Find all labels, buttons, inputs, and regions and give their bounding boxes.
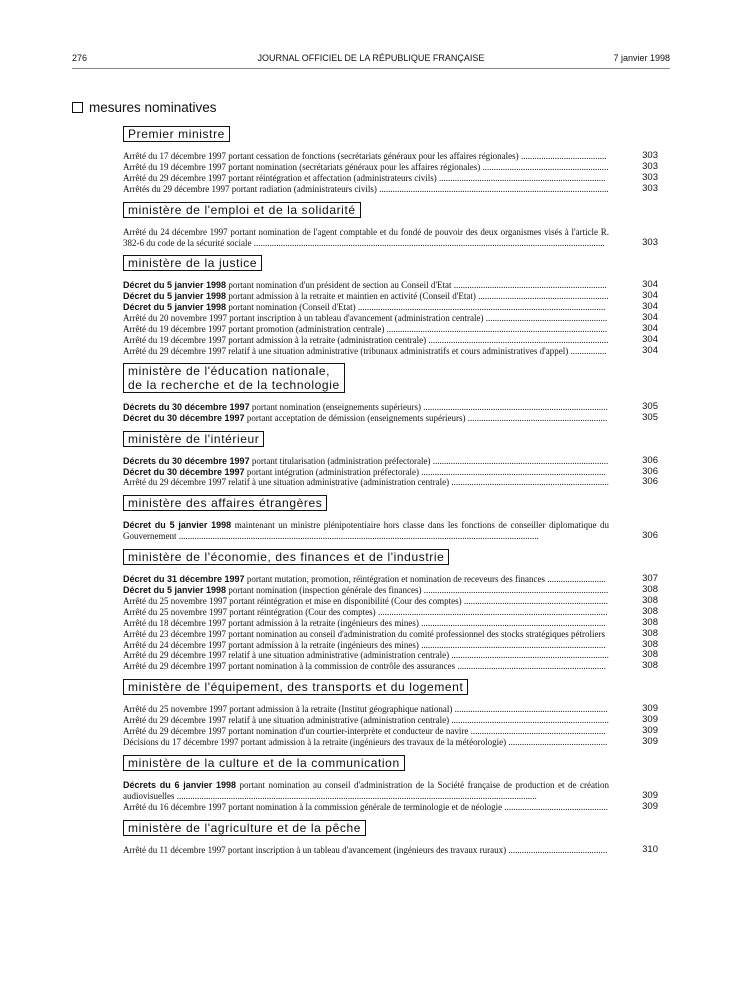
dot-leader: ................................................................ bbox=[461, 595, 608, 606]
entry-page-number: 303 bbox=[642, 160, 658, 172]
section-title: ministère de la culture et de la communication bbox=[123, 755, 405, 771]
dot-leader: .............................................................. bbox=[465, 412, 608, 423]
entry-description: Arrêté du 25 novembre 1997 portant admission à la retraite (Institut géographique national) bbox=[123, 704, 453, 715]
entry-page-number: 309 bbox=[642, 789, 658, 801]
entry-page-number: 306 bbox=[642, 530, 658, 542]
section-title: ministère des affaires étrangères bbox=[123, 495, 327, 511]
section-title: ministère de l'économie, des finances et de l'industrie bbox=[123, 549, 449, 565]
toc-entry bbox=[123, 596, 658, 607]
entry-text bbox=[123, 780, 609, 802]
entry-text bbox=[123, 173, 609, 184]
dot-leader: ...................................................................... bbox=[449, 477, 609, 488]
entry-description: Arrêté du 23 décembre 1997 portant nomination au conseil d'administration du comité professionnel des stocks stratégiques pétroliers bbox=[123, 628, 606, 639]
section bbox=[123, 754, 658, 813]
toc-entry bbox=[123, 574, 658, 585]
dot-leader: ...................................... bbox=[518, 151, 607, 161]
entry-decree-label: Décret du 30 décembre 1997 bbox=[123, 412, 245, 423]
entry-text bbox=[123, 845, 609, 856]
dot-leader: .................................................................................................. bbox=[384, 324, 608, 335]
entry-page-number: 304 bbox=[642, 301, 658, 313]
entry-text bbox=[123, 596, 609, 607]
entry-page-number: 304 bbox=[642, 279, 658, 291]
entry-page-number: 304 bbox=[642, 333, 658, 345]
page-number: 276 bbox=[72, 53, 88, 63]
entry-text bbox=[123, 456, 609, 467]
dot-leader: ................ bbox=[568, 345, 607, 356]
section-title: ministère de la justice bbox=[123, 255, 262, 271]
entry-page-number: 305 bbox=[642, 411, 658, 423]
entry-description: Arrêté du 29 décembre 1997 portant réintégration et affectation (administrateurs civils) bbox=[123, 172, 437, 183]
entry-page-number: 304 bbox=[642, 344, 658, 356]
entry-description: Arrêté du 17 décembre 1997 portant cessation de fonctions (secrétariats généraux pour les affaires régionales) bbox=[123, 151, 519, 161]
toc-entry bbox=[123, 227, 658, 249]
dot-leader: .......................... bbox=[545, 574, 606, 585]
entry-text bbox=[123, 313, 609, 324]
entry-page-number: 309 bbox=[642, 800, 658, 812]
entry-description: portant nomination (inspection générale des finances) bbox=[226, 585, 422, 596]
entry-page-number: 308 bbox=[642, 660, 658, 672]
section-title: ministère de l'emploi et de la solidarité bbox=[123, 202, 361, 218]
dot-leader: .................................................................................. bbox=[418, 617, 606, 628]
entry-decree-label: Décrets du 30 décembre 1997 bbox=[123, 401, 250, 412]
entry-decree-label: Décrets du 30 décembre 1997 bbox=[123, 455, 250, 466]
toc-entry bbox=[123, 467, 658, 478]
entry-description: portant intégration (administration préfectorale) bbox=[244, 466, 420, 477]
entry-description: Arrêtés du 29 décembre 1997 portant radiation (administrateurs civils) bbox=[123, 183, 377, 194]
toc-entry bbox=[123, 173, 658, 184]
dot-leader: ...................................................................................................... bbox=[375, 606, 608, 617]
entry-text bbox=[123, 467, 609, 478]
section-title: ministère de l'équipement, des transports et du logement bbox=[123, 679, 468, 695]
toc-entry bbox=[123, 162, 658, 173]
toc-entry bbox=[123, 477, 658, 488]
entry-page-number: 303 bbox=[642, 182, 658, 194]
entry-description: Arrêté du 29 décembre 1997 relatif à une situation administrative (tribunaux administratifs et cours administratives d'appel) bbox=[123, 345, 569, 356]
entry-description: portant nomination (enseignements supérieurs) bbox=[249, 401, 422, 412]
entry-page-number: 310 bbox=[642, 843, 658, 855]
toc-entry bbox=[123, 291, 658, 302]
entry-description: portant nomination au conseil d'administration de la Société française de production et de création audiovisuelles bbox=[123, 779, 609, 801]
section-title: ministère de l'éducation nationale, de la recherche et de la technologie bbox=[123, 363, 345, 393]
content bbox=[123, 125, 658, 862]
toc-entry bbox=[123, 737, 658, 748]
toc-entry bbox=[123, 629, 658, 640]
entry-decree-label: Décret du 5 janvier 1998 bbox=[123, 302, 227, 313]
toc-entry bbox=[123, 151, 658, 162]
section bbox=[123, 430, 658, 489]
entry-text bbox=[123, 184, 609, 195]
dot-leader: .................................................................. bbox=[455, 661, 606, 672]
entry-page-number: 306 bbox=[642, 454, 658, 466]
toc-entry bbox=[123, 335, 658, 346]
dot-leader: ...................................................................... bbox=[449, 715, 609, 726]
dot-leader: .................................................................................. bbox=[421, 401, 608, 412]
dot-leader: .................................................................... bbox=[452, 704, 608, 715]
entry-page-number: 304 bbox=[642, 312, 658, 324]
dot-leader: ...................................................... bbox=[483, 313, 608, 324]
entry-page-number: 306 bbox=[642, 465, 658, 477]
dot-leader: .................................................................................. bbox=[421, 585, 609, 596]
toc-entry bbox=[123, 661, 658, 672]
entry-description: Arrêté du 19 décembre 1997 portant nomination (secrétariats généraux pour les affaires régionales) bbox=[123, 161, 481, 172]
dot-leader: .............................................................................. bbox=[430, 455, 609, 466]
entry-description: portant mutation, promotion, réintégration et nomination de receveurs des finances bbox=[244, 574, 545, 585]
entry-text bbox=[123, 802, 609, 813]
section-title: Premier ministre bbox=[123, 126, 230, 142]
section bbox=[123, 201, 658, 249]
entry-text bbox=[123, 629, 609, 640]
entry-text bbox=[123, 227, 609, 249]
dot-leader: .................................................................... bbox=[451, 280, 607, 291]
entry-description: Arrêté du 29 décembre 1997 relatif à une situation administrative (administration centrale) bbox=[123, 715, 450, 726]
entry-text bbox=[123, 737, 609, 748]
entry-text bbox=[123, 280, 609, 291]
entry-page-number: 303 bbox=[642, 236, 658, 248]
entry-text bbox=[123, 346, 609, 357]
entry-page-number: 304 bbox=[642, 290, 658, 302]
page-header bbox=[72, 53, 670, 67]
section-title: ministère de l'intérieur bbox=[123, 431, 264, 447]
entry-page-number: 308 bbox=[642, 584, 658, 596]
toc-entry bbox=[123, 618, 658, 629]
journal-title: JOURNAL OFFICIEL DE LA RÉPUBLIQUE FRANÇAISE bbox=[257, 53, 485, 63]
entry-text bbox=[123, 520, 609, 542]
entry-text bbox=[123, 640, 609, 651]
dot-leader: .................................................................................. bbox=[418, 639, 606, 650]
toc-entry bbox=[123, 726, 658, 737]
toc-entry bbox=[123, 184, 658, 195]
entry-description: Arrêté du 16 décembre 1997 portant nomination à la commission générale de terminologie et de néologie bbox=[123, 801, 503, 812]
entry-decree-label: Décret du 5 janvier 1998 bbox=[123, 280, 227, 291]
entry-text bbox=[123, 151, 609, 162]
entry-decree-label: Décret du 31 décembre 1997 bbox=[123, 574, 245, 585]
entry-description: Décisions du 17 décembre 1997 portant admission à la retraite (ingénieurs des travaux de la météorologie) bbox=[123, 737, 507, 747]
entry-text bbox=[123, 704, 609, 715]
toc-entry bbox=[123, 413, 658, 424]
entry-text bbox=[123, 585, 609, 596]
entry-page-number: 308 bbox=[642, 649, 658, 661]
entry-text bbox=[123, 607, 609, 618]
toc-entry bbox=[123, 704, 658, 715]
entry-description: Arrêté du 24 décembre 1997 portant admission à la retraite (ingénieurs des mines) bbox=[123, 639, 419, 650]
entry-page-number: 309 bbox=[642, 736, 658, 747]
toc-entry bbox=[123, 640, 658, 651]
toc-entry bbox=[123, 802, 658, 813]
entry-page-number: 306 bbox=[642, 476, 658, 488]
main-title bbox=[72, 100, 217, 115]
entry-page-number: 309 bbox=[642, 725, 658, 737]
checkbox-square-icon bbox=[72, 102, 83, 113]
entry-text bbox=[123, 618, 609, 629]
section bbox=[123, 125, 658, 195]
entry-description: Arrêté du 20 novembre 1997 portant inscription à un tableau d'avancement (administration centrale) bbox=[123, 313, 484, 324]
toc-entry bbox=[123, 302, 658, 313]
dot-leader: .............................................................................................................. bbox=[355, 302, 606, 313]
entry-description: Arrêté du 19 décembre 1997 portant promotion (administration centrale) bbox=[123, 324, 385, 335]
entry-page-number: 304 bbox=[642, 323, 658, 335]
entry-description: Arrêté du 19 décembre 1997 portant admission à la retraite (administration centrale) bbox=[123, 334, 427, 345]
toc-entry bbox=[123, 715, 658, 726]
section bbox=[123, 494, 658, 542]
entry-description: Arrêté du 29 décembre 1997 portant nomination à la commission de contrôle des assurances bbox=[123, 661, 456, 672]
dot-leader: .......................................................................... bbox=[436, 172, 606, 183]
dot-leader: ............................................................................................................................................................ bbox=[251, 237, 605, 248]
toc-entry bbox=[123, 346, 658, 357]
entry-text bbox=[123, 574, 609, 585]
toc-entry bbox=[123, 324, 658, 335]
entry-page-number: 309 bbox=[642, 714, 658, 726]
dot-leader: ................................................................................................................................................................ bbox=[176, 531, 539, 542]
section-title: ministère de l'agriculture et de la pêche bbox=[123, 820, 366, 836]
entry-page-number: 308 bbox=[642, 627, 658, 639]
dot-leader: ................................................................................................................................................................ bbox=[174, 790, 537, 801]
entry-text bbox=[123, 661, 609, 672]
toc-entry bbox=[123, 607, 658, 618]
dot-leader: ............................................................ bbox=[468, 726, 606, 737]
section bbox=[123, 548, 658, 672]
entry-decree-label: Décret du 5 janvier 1998 bbox=[123, 291, 227, 302]
toc-entry bbox=[123, 650, 658, 661]
toc-entry bbox=[123, 402, 658, 413]
dot-leader: ........................................................ bbox=[480, 161, 609, 172]
dot-leader: ............................................ bbox=[506, 844, 608, 855]
entry-description: portant nomination d'un président de section au Conseil d'Etat bbox=[226, 280, 452, 291]
toc-entry bbox=[123, 313, 658, 324]
toc-entry bbox=[123, 780, 658, 802]
toc-entry bbox=[123, 280, 658, 291]
dot-leader: ...................................................................................................... bbox=[376, 183, 609, 194]
issue-date: 7 janvier 1998 bbox=[613, 53, 670, 63]
entry-description: Arrêté du 25 novembre 1997 portant réintégration et mise en disponibilité (Cour des comptes) bbox=[123, 595, 462, 606]
entry-description: maintenant un ministre plénipotentiaire hors classe dans les fonctions de conseiller diplomatique du Gouvernement bbox=[123, 520, 609, 542]
dot-leader: .......................................................... bbox=[475, 291, 609, 302]
entry-description: Arrêté du 25 novembre 1997 portant réintégration (Cour des comptes) bbox=[123, 606, 376, 617]
main-title-text: mesures nominatives bbox=[89, 100, 217, 115]
entry-page-number: 308 bbox=[642, 638, 658, 650]
entry-decree-label: Décrets du 6 janvier 1998 bbox=[123, 779, 237, 790]
entry-decree-label: Décret du 30 décembre 1997 bbox=[123, 466, 245, 477]
entry-decree-label: Décret du 5 janvier 1998 bbox=[123, 520, 232, 531]
entry-page-number: 308 bbox=[642, 616, 658, 628]
entry-text bbox=[123, 726, 609, 737]
section bbox=[123, 254, 658, 356]
header-rule bbox=[72, 68, 670, 69]
entry-text bbox=[123, 302, 609, 313]
section bbox=[123, 819, 658, 856]
entry-page-number: 303 bbox=[642, 171, 658, 183]
toc-entry bbox=[123, 456, 658, 467]
entry-description: Arrêté du 18 décembre 1997 portant admission à la retraite (ingénieurs des mines) bbox=[123, 617, 419, 628]
entry-page-number: 309 bbox=[642, 703, 658, 715]
toc-entry bbox=[123, 520, 658, 542]
entry-description: Arrêté du 29 décembre 1997 relatif à une situation administrative (administration centrale) bbox=[123, 650, 450, 661]
entry-decree-label: Décret du 5 janvier 1998 bbox=[123, 585, 227, 596]
entry-description: Arrêté du 29 décembre 1997 portant nomination d'un courtier-interprète et conducteur de navire bbox=[123, 726, 469, 737]
entry-page-number: 305 bbox=[642, 400, 658, 412]
entry-text bbox=[123, 715, 609, 726]
dot-leader: ................................................................................ bbox=[426, 334, 609, 345]
entry-text bbox=[123, 477, 609, 488]
entry-text bbox=[123, 335, 609, 346]
entry-description: portant titularisation (administration préfectorale) bbox=[249, 455, 431, 466]
entry-description: portant admission à la retraite et maintien en activité (Conseil d'Etat) bbox=[226, 291, 476, 302]
entry-description: Arrêté du 29 décembre 1997 relatif à une situation administrative (administration centrale) bbox=[123, 477, 450, 488]
entry-description: Arrêté du 11 décembre 1997 portant inscription à un tableau d'avancement (ingénieurs des travaux ruraux) bbox=[123, 844, 507, 855]
entry-page-number: 308 bbox=[642, 594, 658, 606]
entry-description: portant nomination (Conseil d'Etat) bbox=[226, 302, 356, 313]
entry-page-number: 308 bbox=[642, 605, 658, 617]
dot-leader: .................................................................................. bbox=[419, 466, 606, 477]
entry-text bbox=[123, 413, 609, 424]
entry-text bbox=[123, 650, 609, 661]
dot-leader: ...................................................................... bbox=[449, 650, 609, 661]
entry-text bbox=[123, 324, 609, 335]
section bbox=[123, 363, 658, 424]
entry-description: Arrêté du 24 décembre 1997 portant nomination de l'agent comptable et du fondé de pouvoir des deux organismes visés à l'article R. 382-6 du code de la sécurité sociale bbox=[123, 226, 609, 248]
toc-entry bbox=[123, 585, 658, 596]
entry-page-number: 303 bbox=[642, 150, 658, 161]
toc-entry bbox=[123, 845, 658, 856]
entry-text bbox=[123, 291, 609, 302]
dot-leader: .............................................. bbox=[502, 801, 608, 812]
dot-leader: ............................................ bbox=[506, 737, 608, 747]
entry-text bbox=[123, 162, 609, 173]
entry-description: portant acceptation de démission (enseignements supérieurs) bbox=[244, 412, 466, 423]
section bbox=[123, 678, 658, 748]
entry-page-number: 307 bbox=[642, 573, 658, 585]
entry-text bbox=[123, 402, 609, 413]
